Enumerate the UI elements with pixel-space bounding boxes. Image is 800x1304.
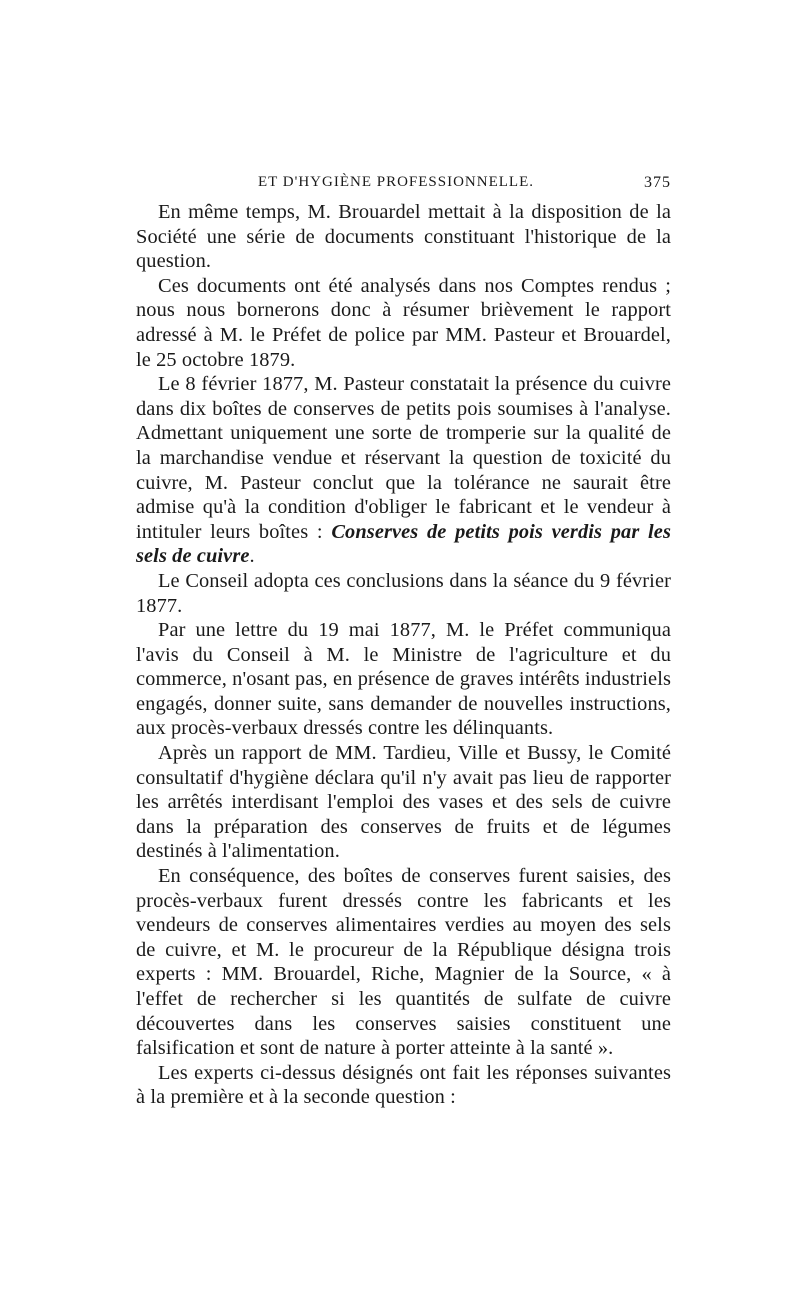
paragraph: En conséquence, des boîtes de conserves furent saisies, des procès-verbaux furent dressés contre les fabricants et les vendeurs de conserves alimentaires verdies au moyen des sels de cuivre, et M. le procureur de la République désigna trois experts : MM. Brouardel, Riche, Magnier de la Source, « à l'effet de rechercher si les quantités de sulfate de cuivre découvertes dans les conserves saisies constituent une falsification et sont de nature à porter atteinte à la santé ». [136,865,671,1060]
italic-quote: Conserves de petits pois verdis par les sels de cuivre [136,520,671,568]
body-text [136,200,671,1110]
paragraph: Les experts ci-dessus désignés ont fait les réponses suivantes à la première et à la seconde question : [136,1061,671,1109]
running-title: ET D'HYGIÈNE PROFESSIONNELLE. [258,174,535,190]
paragraph-text: Le 8 février 1877, M. Pasteur constatait la présence du cuivre dans dix boîtes de conserves de petits pois soumises à l'analyse. Admettant uniquement une sorte de tromperie sur la qualité de la marchandise vendue et réservant la question de toxicité du cuivre, M. Pasteur conclut que la tolérance ne saurait être admise qu'à la condition d'obliger le fabricant et le vendeur à intituler leurs boîtes : [136,373,671,543]
book-page [136,174,671,1110]
paragraph: Ces documents ont été analysés dans nos Comptes rendus ; nous nous bornerons donc à résumer brièvement le rapport adressé à M. le Préfet de police par MM. Pasteur et Brouardel, le 25 octobre 1879. [136,274,671,371]
paragraph-text: . [249,545,255,568]
paragraph [136,372,671,569]
paragraph: Après un rapport de MM. Tardieu, Ville et Bussy, le Comité consultatif d'hygiène déclara qu'il n'y avait pas lieu de rapporter les arrêtés interdisant l'emploi des vases et des sels de cuivre dans la préparation des conserves de fruits et de légumes destinés à l'alimentation. [136,742,671,863]
page-number: 375 [644,174,671,191]
paragraph: En même temps, M. Brouardel mettait à la disposition de la Société une série de documents constituant l'historique de la question. [136,201,671,273]
paragraph: Par une lettre du 19 mai 1877, M. le Préfet communiqua l'avis du Conseil à M. le Ministre de l'agriculture et du commerce, n'osant pas, en présence de graves intérêts industriels engagés, donner suite, sans demander de nouvelles instructions, aux procès-verbaux dressés contre les délinquants. [136,619,671,740]
paragraph: Le Conseil adopta ces conclusions dans la séance du 9 février 1877. [136,569,671,617]
running-header [136,174,671,200]
